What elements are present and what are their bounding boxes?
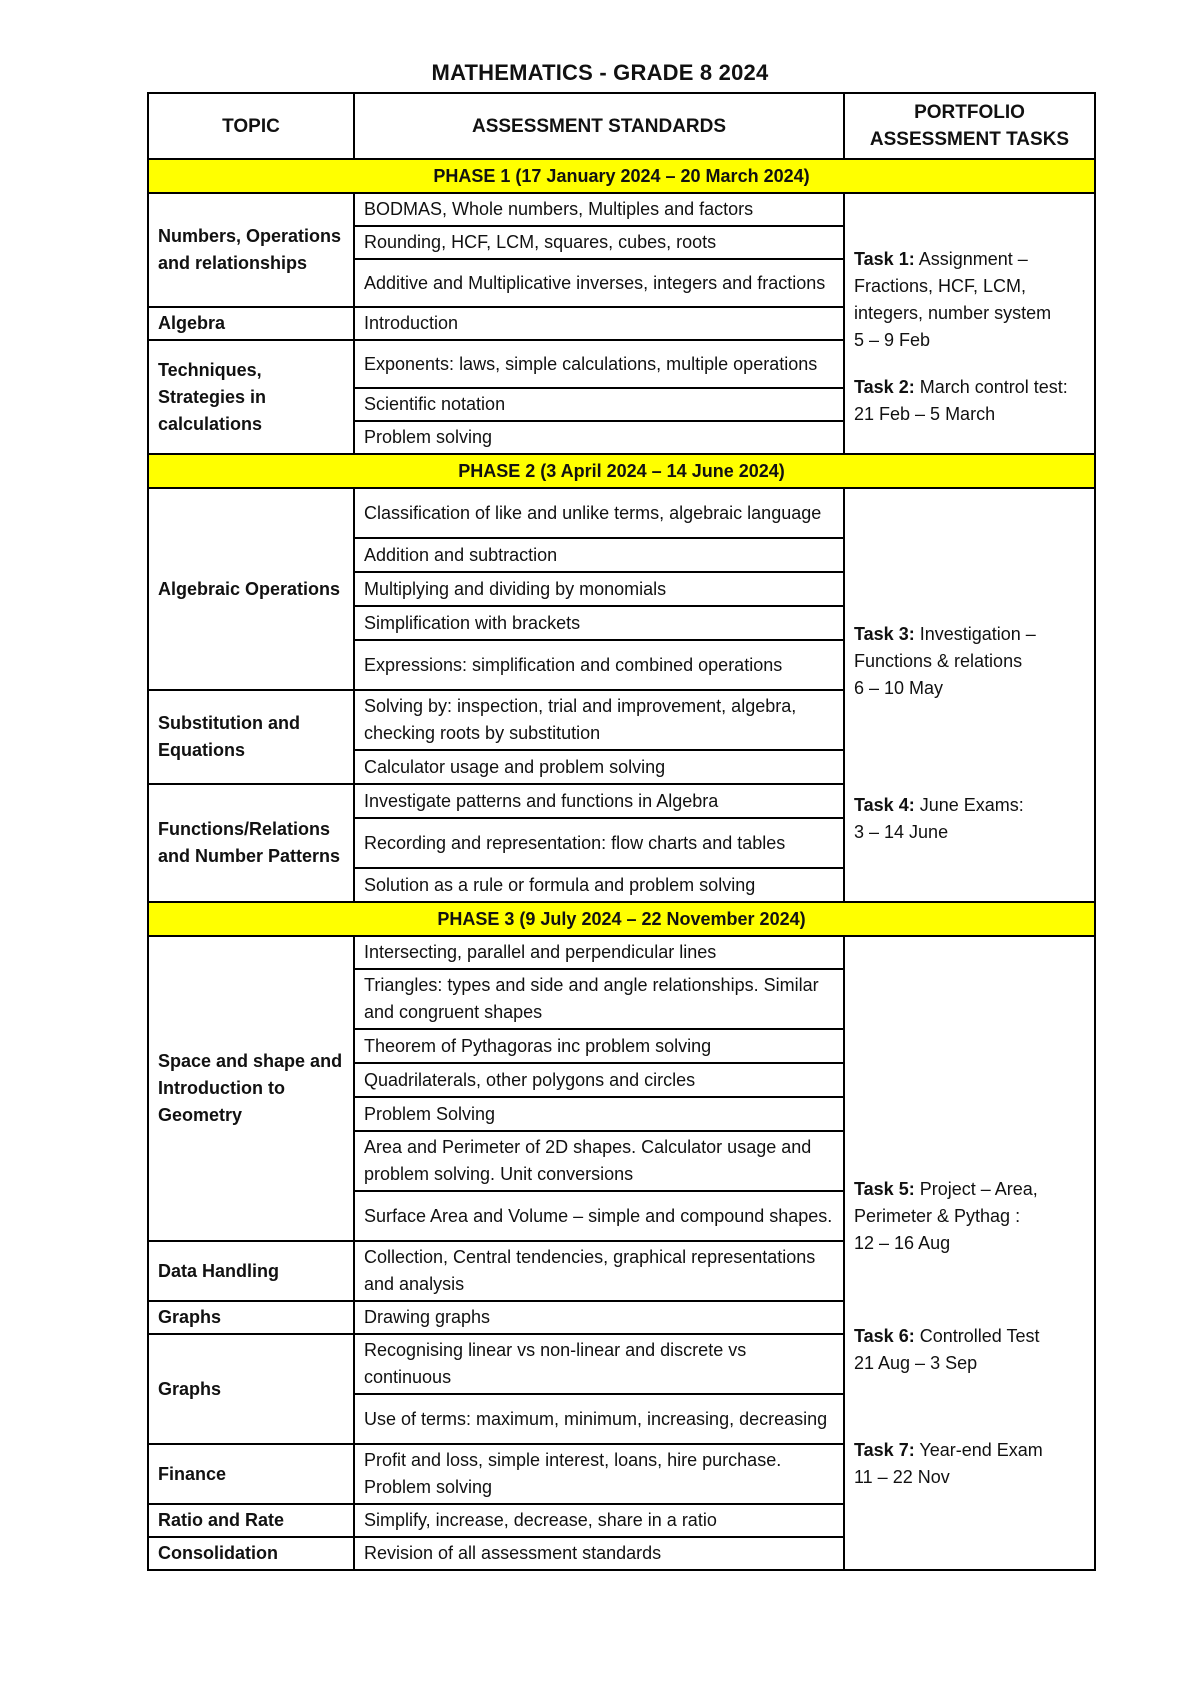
table-row — [148, 936, 1095, 969]
topic-cell: Numbers, Operations and relationships — [148, 193, 354, 307]
task-description — [854, 374, 1085, 401]
table-row — [148, 488, 1095, 538]
standard-cell: Revision of all assessment standards — [354, 1537, 844, 1570]
topic-cell: Graphs — [148, 1334, 354, 1444]
task-text: March control test: — [919, 376, 1068, 397]
phase-row — [148, 454, 1095, 488]
standard-cell: Simplification with brackets — [354, 606, 844, 640]
topic-cell: Graphs — [148, 1301, 354, 1334]
task-dates: 21 Feb – 5 March — [854, 403, 996, 424]
task-label: Task 4: — [854, 794, 915, 815]
topic-cell: Data Handling — [148, 1241, 354, 1301]
topic-cell: Finance — [148, 1444, 354, 1504]
task-text: Assignment – Fractions, HCF, LCM, integers, number system — [854, 248, 1052, 323]
task-block — [854, 1323, 1085, 1377]
topic-cell: Algebraic Operations — [148, 488, 354, 690]
standard-cell: Recording and representation: flow charts and tables — [354, 818, 844, 868]
phase-banner: PHASE 2 (3 April 2024 – 14 June 2024) — [148, 454, 1095, 488]
topic-cell: Ratio and Rate — [148, 1504, 354, 1537]
topic-cell: Functions/Relations and Number Patterns — [148, 784, 354, 902]
phase-banner: PHASE 1 (17 January 2024 – 20 March 2024) — [148, 159, 1095, 193]
standard-cell: Scientific notation — [354, 388, 844, 421]
task-text: June Exams: — [919, 794, 1024, 815]
standard-cell: Theorem of Pythagoras inc problem solving — [354, 1029, 844, 1063]
standard-cell: Exponents: laws, simple calculations, multiple operations — [354, 340, 844, 388]
standard-cell: Problem solving — [354, 421, 844, 454]
phase-banner: PHASE 3 (9 July 2024 – 22 November 2024) — [148, 902, 1095, 936]
task-description — [854, 246, 1085, 327]
standard-cell: Classification of like and unlike terms, algebraic language — [354, 488, 844, 538]
standard-cell: Solving by: inspection, trial and improvement, algebra, checking roots by substitution — [354, 690, 844, 750]
standard-cell: Multiplying and dividing by monomials — [354, 572, 844, 606]
topic-cell: Space and shape and Introduction to Geometry — [148, 936, 354, 1241]
standard-cell: Surface Area and Volume – simple and compound shapes. — [354, 1191, 844, 1241]
task-text: Investigation – Functions & relations — [854, 623, 1036, 671]
header-topic: TOPIC — [148, 93, 354, 159]
standard-cell: Addition and subtraction — [354, 538, 844, 572]
task-dates: 21 Aug – 3 Sep — [854, 1352, 978, 1373]
standard-cell: Investigate patterns and functions in Algebra — [354, 784, 844, 818]
task-text: Controlled Test — [919, 1325, 1040, 1346]
header-tasks — [844, 93, 1095, 159]
task-dates: 6 – 10 May — [854, 677, 944, 698]
task-block — [854, 792, 1085, 846]
portfolio-tasks-cell — [844, 488, 1095, 902]
standard-cell: Recognising linear vs non-linear and discrete vs continuous — [354, 1334, 844, 1394]
task-dates: 12 – 16 Aug — [854, 1232, 951, 1253]
task-description — [854, 1323, 1085, 1350]
topic-cell: Substitution and Equations — [148, 690, 354, 784]
standard-cell: Profit and loss, simple interest, loans, hire purchase. Problem solving — [354, 1444, 844, 1504]
task-description — [854, 1437, 1085, 1464]
task-block — [854, 246, 1085, 354]
standard-cell: Quadrilaterals, other polygons and circles — [354, 1063, 844, 1097]
task-description — [854, 1176, 1085, 1230]
task-block — [854, 1437, 1085, 1491]
task-label: Task 7: — [854, 1439, 915, 1460]
task-text: Project – Area, Perimeter & Pythag : — [854, 1178, 1038, 1226]
task-label: Task 3: — [854, 623, 915, 644]
phase-row — [148, 159, 1095, 193]
portfolio-tasks-cell — [844, 193, 1095, 454]
task-block — [854, 621, 1085, 702]
standard-cell: Expressions: simplification and combined operations — [354, 640, 844, 690]
standard-cell: Simplify, increase, decrease, share in a ratio — [354, 1504, 844, 1537]
task-dates: 3 – 14 June — [854, 821, 949, 842]
task-description — [854, 621, 1085, 675]
standard-cell: Additive and Multiplicative inverses, integers and fractions — [354, 259, 844, 307]
standard-cell: Solution as a rule or formula and problem solving — [354, 868, 844, 902]
standard-cell: Intersecting, parallel and perpendicular lines — [354, 936, 844, 969]
header-tasks-line2: ASSESSMENT TASKS — [869, 129, 1070, 150]
task-text: Year-end Exam — [919, 1439, 1043, 1460]
task-label: Task 5: — [854, 1178, 915, 1199]
table-row — [148, 193, 1095, 226]
header-standards: ASSESSMENT STANDARDS — [354, 93, 844, 159]
topic-cell: Techniques, Strategies in calculations — [148, 340, 354, 454]
assessment-plan-table — [147, 92, 1096, 1571]
standard-cell: Use of terms: maximum, minimum, increasing, decreasing — [354, 1394, 844, 1444]
task-description — [854, 792, 1085, 819]
header-tasks-line1: PORTFOLIO — [914, 102, 1025, 123]
task-label: Task 1: — [854, 248, 915, 269]
standard-cell: Area and Perimeter of 2D shapes. Calculator usage and problem solving. Unit conversions — [354, 1131, 844, 1191]
header-row — [148, 93, 1095, 159]
standard-cell: Collection, Central tendencies, graphical representations and analysis — [354, 1241, 844, 1301]
topic-cell: Consolidation — [148, 1537, 354, 1570]
task-label: Task 2: — [854, 376, 915, 397]
task-dates: 11 – 22 Nov — [854, 1466, 950, 1487]
task-block — [854, 1176, 1085, 1257]
standard-cell: Triangles: types and side and angle relationships. Similar and congruent shapes — [354, 969, 844, 1029]
page-title: MATHEMATICS - GRADE 8 2024 — [431, 60, 769, 85]
topic-cell: Algebra — [148, 307, 354, 340]
standard-cell: Drawing graphs — [354, 1301, 844, 1334]
standard-cell: Calculator usage and problem solving — [354, 750, 844, 784]
phase-row — [148, 902, 1095, 936]
standard-cell: BODMAS, Whole numbers, Multiples and factors — [354, 193, 844, 226]
task-dates: 5 – 9 Feb — [854, 329, 931, 350]
standard-cell: Rounding, HCF, LCM, squares, cubes, roots — [354, 226, 844, 259]
task-block — [854, 374, 1085, 428]
portfolio-tasks-cell — [844, 936, 1095, 1570]
task-label: Task 6: — [854, 1325, 915, 1346]
standard-cell: Introduction — [354, 307, 844, 340]
standard-cell: Problem Solving — [354, 1097, 844, 1131]
